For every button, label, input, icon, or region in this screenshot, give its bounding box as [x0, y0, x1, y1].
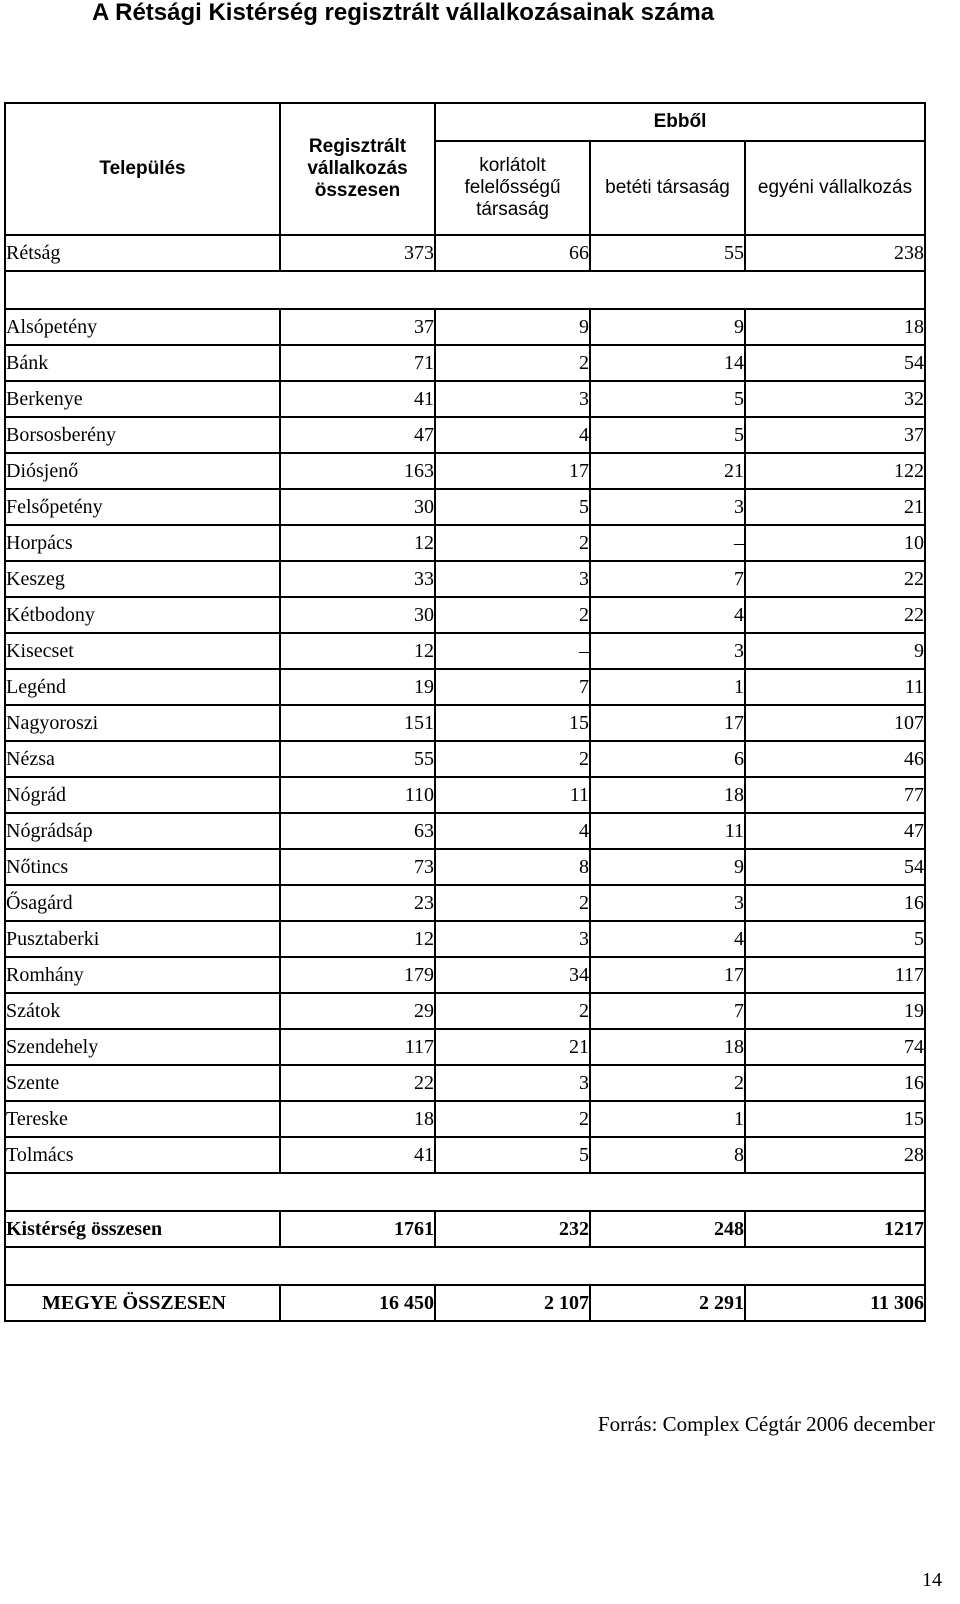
table-row [5, 309, 925, 345]
table-row [5, 417, 925, 453]
cell-bt: 5 [590, 381, 745, 417]
cell-egyeni: 238 [745, 235, 925, 271]
cell-total: 22 [280, 1065, 435, 1101]
cell-total: 37 [280, 309, 435, 345]
cell-bt: 4 [590, 921, 745, 957]
cell-bt: 21 [590, 453, 745, 489]
cell-kft: 21 [435, 1029, 590, 1065]
source-note: Forrás: Complex Cégtár 2006 december [597, 1412, 935, 1436]
cell-name: Diósjenő [5, 453, 280, 489]
cell-name: Romhány [5, 957, 280, 993]
cell-kft: 4 [435, 813, 590, 849]
cell-kft: 232 [435, 1211, 590, 1247]
cell-egyeni: 54 [745, 849, 925, 885]
cell-bt: 2 [590, 1065, 745, 1101]
cell-name: Borsosberény [5, 417, 280, 453]
table-row [5, 849, 925, 885]
cell-total: 73 [280, 849, 435, 885]
cell-egyeni: 9 [745, 633, 925, 669]
table-row [5, 813, 925, 849]
cell-egyeni: 19 [745, 993, 925, 1029]
cell-egyeni: 11 [745, 669, 925, 705]
cell-kft: 2 [435, 993, 590, 1029]
cell-total: 30 [280, 597, 435, 633]
cell-name: Pusztaberki [5, 921, 280, 957]
header-egyeni: egyéni vállalkozás [745, 141, 925, 235]
cell-bt: 17 [590, 705, 745, 741]
cell-name: Szente [5, 1065, 280, 1101]
cell-bt: 8 [590, 1137, 745, 1173]
cell-bt: 11 [590, 813, 745, 849]
cell-kft: 2 [435, 885, 590, 921]
cell-egyeni: 46 [745, 741, 925, 777]
cell-kft: 2 [435, 345, 590, 381]
cell-name: Rétság [5, 235, 280, 271]
cell-bt: 248 [590, 1211, 745, 1247]
spacer-cell [5, 271, 925, 309]
cell-egyeni: 74 [745, 1029, 925, 1065]
cell-name: Nagyoroszi [5, 705, 280, 741]
cell-total: 16 450 [280, 1285, 435, 1321]
table-row [5, 993, 925, 1029]
cell-kft: 2 [435, 1101, 590, 1137]
cell-egyeni: 22 [745, 597, 925, 633]
cell-total: 12 [280, 921, 435, 957]
cell-total: 63 [280, 813, 435, 849]
cell-name: Kistérség összesen [5, 1211, 280, 1247]
cell-egyeni: 107 [745, 705, 925, 741]
table-row [5, 1137, 925, 1173]
cell-bt: 18 [590, 777, 745, 813]
table-row-kisterseg [5, 1211, 925, 1247]
cell-name: Szendehely [5, 1029, 280, 1065]
cell-total: 55 [280, 741, 435, 777]
cell-egyeni: 15 [745, 1101, 925, 1137]
cell-name: Kétbodony [5, 597, 280, 633]
cell-kft: 15 [435, 705, 590, 741]
cell-total: 41 [280, 381, 435, 417]
table-row [5, 957, 925, 993]
table-row [5, 741, 925, 777]
table-row-retsag [5, 235, 925, 271]
table-row [5, 885, 925, 921]
cell-kft: 3 [435, 921, 590, 957]
cell-egyeni: 117 [745, 957, 925, 993]
page-number: 14 [922, 1569, 942, 1591]
cell-total: 12 [280, 633, 435, 669]
table-row [5, 525, 925, 561]
cell-total: 30 [280, 489, 435, 525]
table-row [5, 669, 925, 705]
table-row [5, 1029, 925, 1065]
cell-egyeni: 1217 [745, 1211, 925, 1247]
cell-total: 23 [280, 885, 435, 921]
cell-egyeni: 18 [745, 309, 925, 345]
cell-bt: 3 [590, 489, 745, 525]
cell-bt: 18 [590, 1029, 745, 1065]
cell-kft: 3 [435, 381, 590, 417]
spacer-row [5, 1173, 925, 1211]
cell-name: MEGYE ÖSSZESEN [5, 1285, 280, 1321]
cell-bt: 1 [590, 1101, 745, 1137]
cell-bt: 9 [590, 309, 745, 345]
cell-total: 163 [280, 453, 435, 489]
cell-egyeni: 37 [745, 417, 925, 453]
cell-kft: 5 [435, 1137, 590, 1173]
cell-kft: 2 [435, 741, 590, 777]
cell-name: Tereske [5, 1101, 280, 1137]
table-row [5, 381, 925, 417]
table-row-megye [5, 1285, 925, 1321]
cell-egyeni: 10 [745, 525, 925, 561]
cell-kft: 2 [435, 597, 590, 633]
cell-total: 179 [280, 957, 435, 993]
cell-total: 110 [280, 777, 435, 813]
table-row [5, 345, 925, 381]
cell-bt: 55 [590, 235, 745, 271]
cell-kft: 17 [435, 453, 590, 489]
cell-egyeni: 54 [745, 345, 925, 381]
cell-bt: – [590, 525, 745, 561]
page-title: A Rétsági Kistérség regisztrált vállalkozásainak száma [92, 0, 715, 26]
header-kft: korlátolt felelősségű társaság [435, 141, 590, 235]
table-row [5, 489, 925, 525]
enterprises-table [4, 102, 926, 1322]
cell-kft: 4 [435, 417, 590, 453]
cell-bt: 3 [590, 633, 745, 669]
cell-name: Keszeg [5, 561, 280, 597]
header-regisztralt: Regisztrált vállalkozás összesen [280, 103, 435, 235]
header-ebbol: Ebből [435, 103, 925, 141]
cell-total: 47 [280, 417, 435, 453]
cell-name: Berkenye [5, 381, 280, 417]
cell-kft: 8 [435, 849, 590, 885]
cell-name: Kisecset [5, 633, 280, 669]
table-row [5, 633, 925, 669]
spacer-row [5, 1247, 925, 1285]
cell-name: Szátok [5, 993, 280, 1029]
cell-kft: 5 [435, 489, 590, 525]
cell-bt: 9 [590, 849, 745, 885]
cell-kft: – [435, 633, 590, 669]
cell-kft: 11 [435, 777, 590, 813]
cell-kft: 2 107 [435, 1285, 590, 1321]
table-row [5, 921, 925, 957]
cell-name: Nógrád [5, 777, 280, 813]
cell-total: 19 [280, 669, 435, 705]
cell-bt: 14 [590, 345, 745, 381]
cell-total: 373 [280, 235, 435, 271]
cell-total: 1761 [280, 1211, 435, 1247]
table-row [5, 453, 925, 489]
table-row [5, 1101, 925, 1137]
cell-name: Bánk [5, 345, 280, 381]
table-row [5, 777, 925, 813]
cell-bt: 17 [590, 957, 745, 993]
cell-name: Felsőpetény [5, 489, 280, 525]
cell-egyeni: 21 [745, 489, 925, 525]
cell-egyeni: 16 [745, 1065, 925, 1101]
cell-name: Nógrádsáp [5, 813, 280, 849]
cell-total: 18 [280, 1101, 435, 1137]
cell-total: 12 [280, 525, 435, 561]
cell-kft: 7 [435, 669, 590, 705]
cell-total: 71 [280, 345, 435, 381]
cell-egyeni: 5 [745, 921, 925, 957]
cell-egyeni: 16 [745, 885, 925, 921]
cell-egyeni: 32 [745, 381, 925, 417]
cell-name: Horpács [5, 525, 280, 561]
cell-egyeni: 22 [745, 561, 925, 597]
header-telepules: Település [5, 103, 280, 235]
cell-bt: 1 [590, 669, 745, 705]
cell-bt: 2 291 [590, 1285, 745, 1321]
cell-total: 33 [280, 561, 435, 597]
cell-bt: 7 [590, 993, 745, 1029]
cell-bt: 6 [590, 741, 745, 777]
table-row [5, 705, 925, 741]
spacer-cell [5, 1173, 925, 1211]
cell-kft: 9 [435, 309, 590, 345]
cell-total: 117 [280, 1029, 435, 1065]
cell-name: Nőtincs [5, 849, 280, 885]
spacer-cell [5, 1247, 925, 1285]
cell-name: Nézsa [5, 741, 280, 777]
header-bt: betéti társaság [590, 141, 745, 235]
cell-bt: 5 [590, 417, 745, 453]
cell-egyeni: 122 [745, 453, 925, 489]
table-row [5, 597, 925, 633]
cell-egyeni: 28 [745, 1137, 925, 1173]
cell-name: Alsópetény [5, 309, 280, 345]
cell-bt: 7 [590, 561, 745, 597]
cell-total: 151 [280, 705, 435, 741]
cell-total: 41 [280, 1137, 435, 1173]
cell-name: Ősagárd [5, 885, 280, 921]
cell-name: Tolmács [5, 1137, 280, 1173]
table-row [5, 561, 925, 597]
cell-bt: 4 [590, 597, 745, 633]
cell-kft: 2 [435, 525, 590, 561]
cell-egyeni: 11 306 [745, 1285, 925, 1321]
cell-name: Legénd [5, 669, 280, 705]
cell-kft: 66 [435, 235, 590, 271]
cell-egyeni: 47 [745, 813, 925, 849]
cell-kft: 34 [435, 957, 590, 993]
spacer-row [5, 271, 925, 309]
cell-total: 29 [280, 993, 435, 1029]
cell-bt: 3 [590, 885, 745, 921]
cell-kft: 3 [435, 1065, 590, 1101]
cell-egyeni: 77 [745, 777, 925, 813]
table-row [5, 1065, 925, 1101]
cell-kft: 3 [435, 561, 590, 597]
